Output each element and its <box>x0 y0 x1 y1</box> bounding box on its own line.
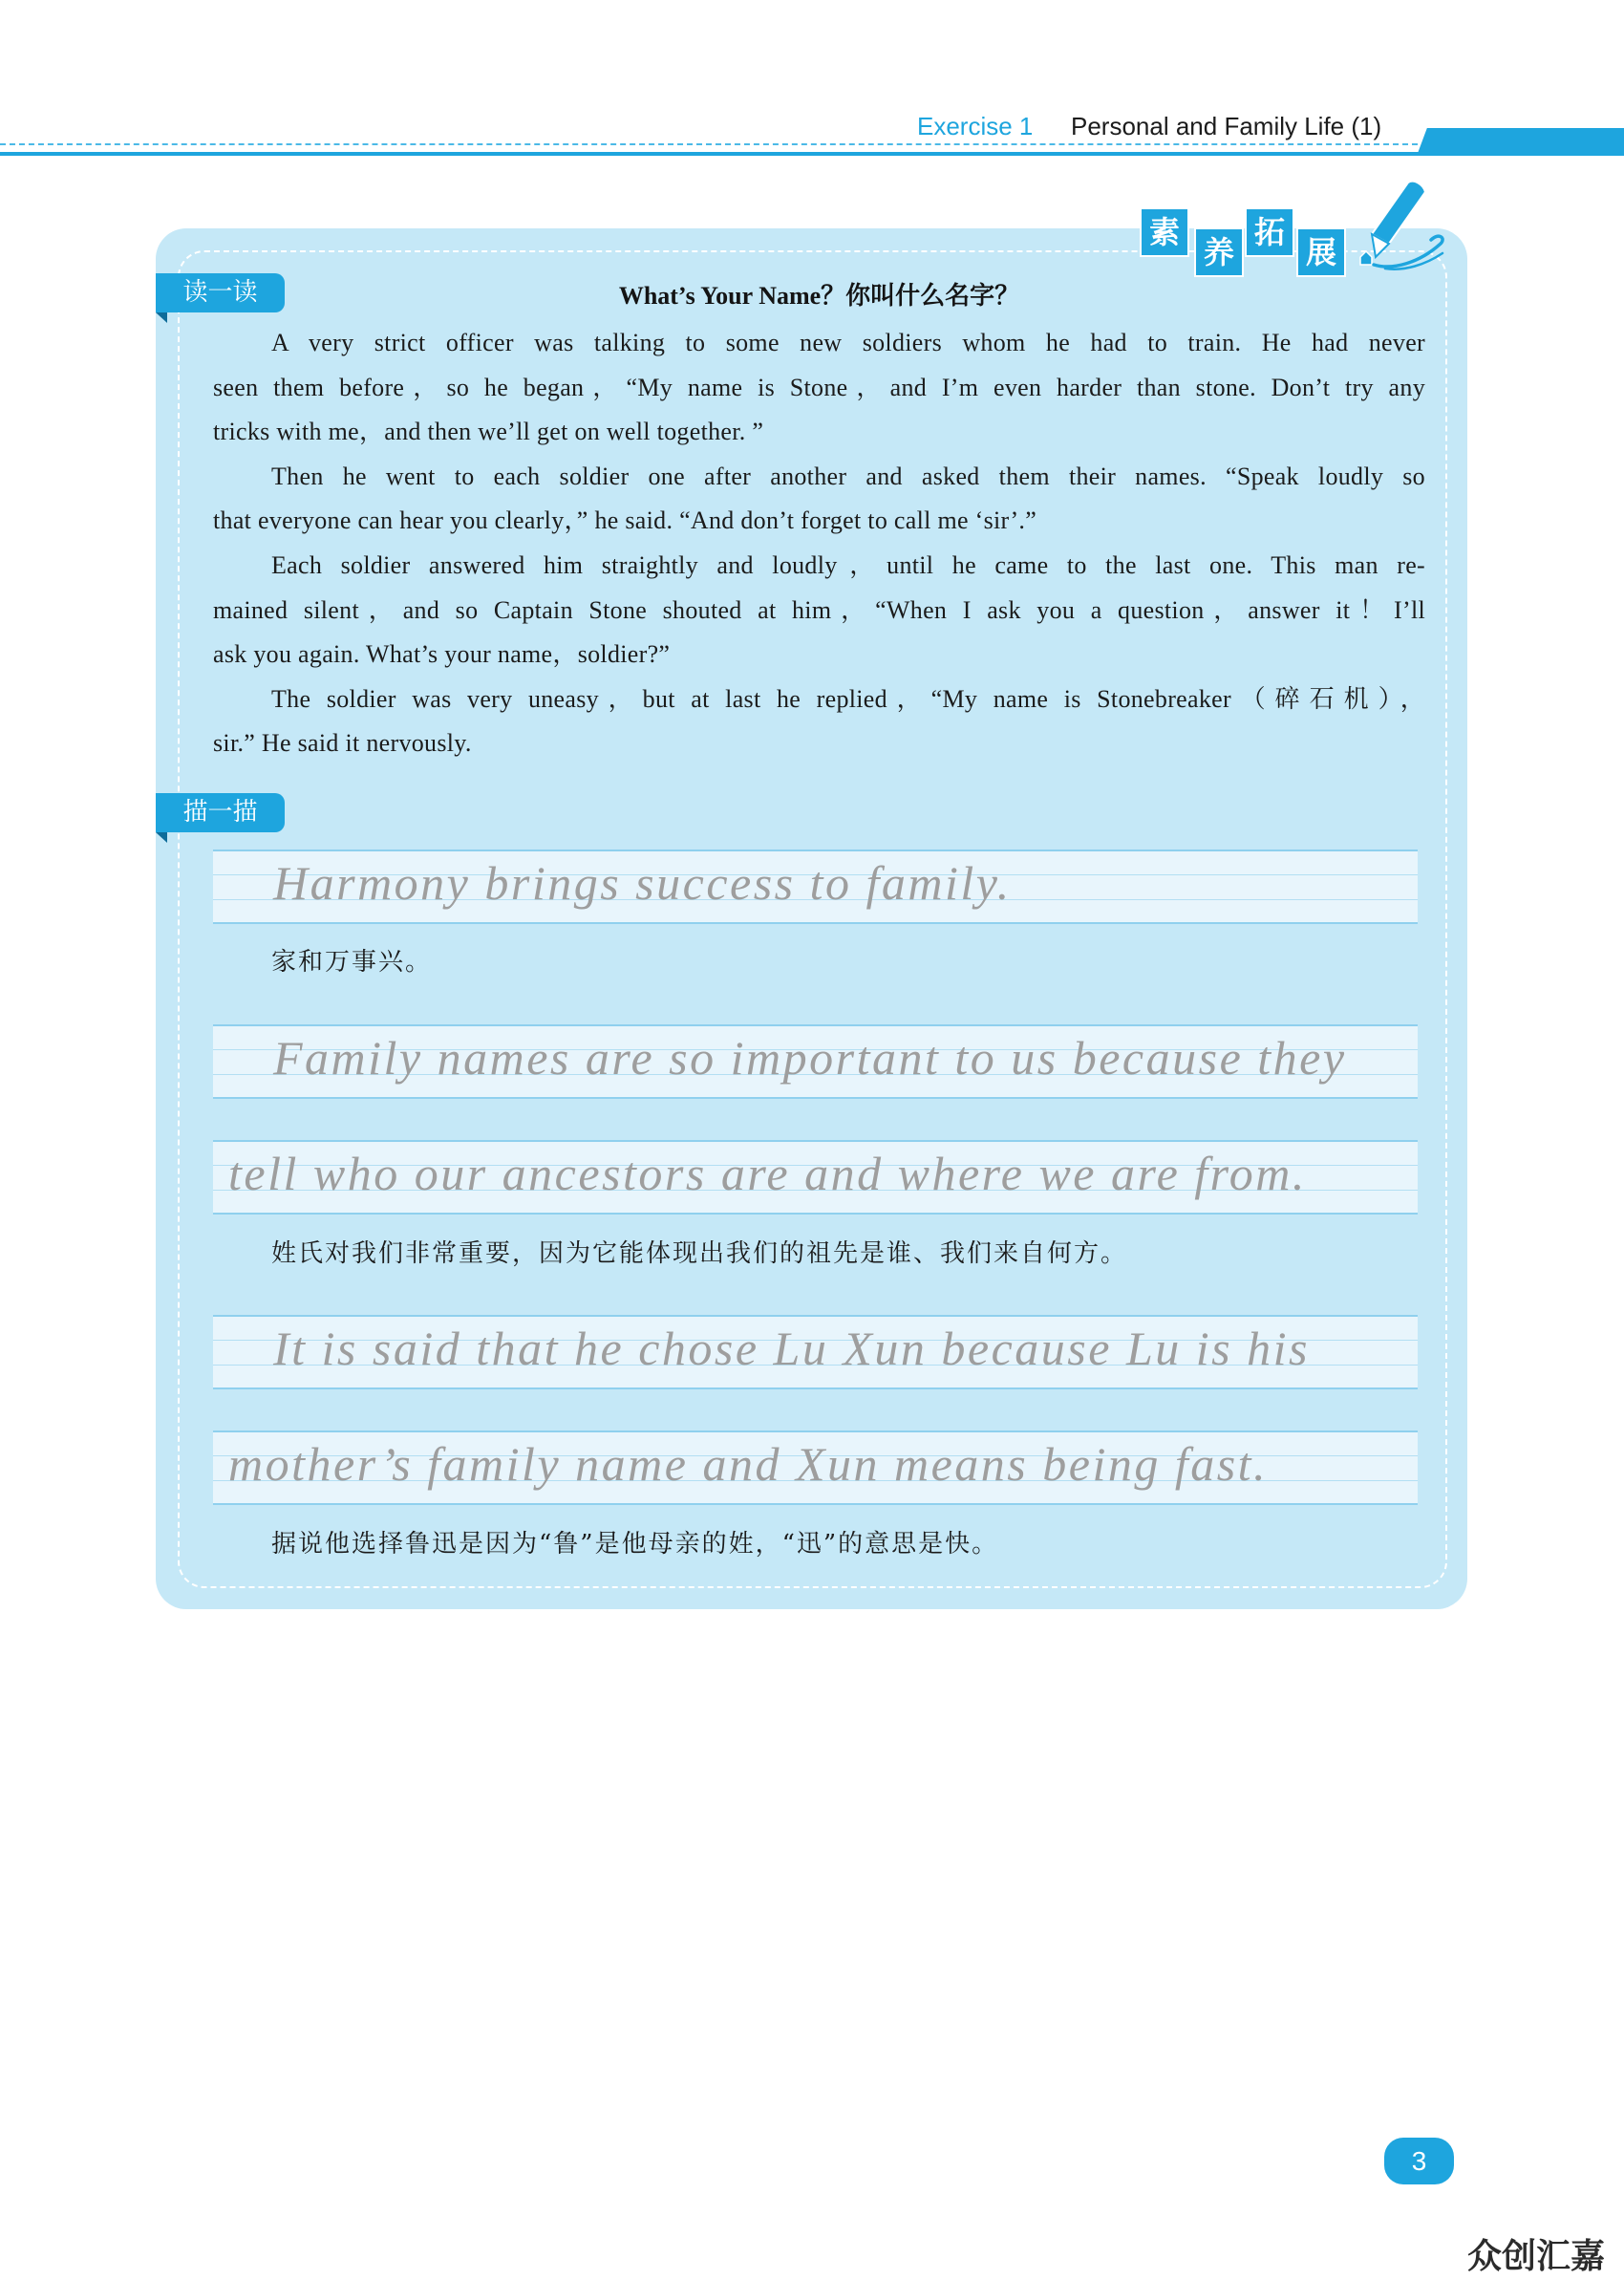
passage-line: Each soldier answered him straightly and loudly，until he came to the last one. This man re- <box>271 550 1425 579</box>
passage <box>213 321 1425 766</box>
passage-line: sir.” He said it nervously. <box>213 729 472 758</box>
passage-line: mained silent，and so Captain Stone shouted at him，“When I ask you a question，answer it！I’ll <box>213 595 1425 624</box>
tracing-grid <box>213 1140 1418 1215</box>
tracing-sentence: Harmony brings success to family. <box>273 856 1012 910</box>
watermark: 众创汇嘉 <box>1467 2237 1606 2276</box>
tracing-sentence: mother’s family name and Xun means being fast. <box>228 1437 1269 1491</box>
passage-line: Then he went to each soldier one after another and asked them their names. “Speak loudly so <box>271 462 1425 490</box>
passage-title: What’s Your Name？你叫什么名字？ <box>618 282 1020 310</box>
exercise-label: Exercise 1 <box>917 112 1034 140</box>
passage-line: tricks with me，and then we’ll get on well together. ” <box>213 418 764 446</box>
passage-line: ask you again. What’s your name，soldier?” <box>213 640 671 669</box>
badge-char-3: 拓 <box>1245 207 1294 257</box>
tracing-grid <box>213 1024 1418 1099</box>
tab-trace: 描一描 <box>156 793 285 832</box>
badge-char-4: 展 <box>1296 227 1346 277</box>
passage-line: A very strict officer was talking to some new soldiers whom he had to train. He had never <box>271 329 1425 356</box>
badge-char-2: 养 <box>1194 227 1244 277</box>
translation: 姓氏对我们非常重要，因为它能体现出我们的祖先是谁、我们来自何方。 <box>271 1239 1128 1268</box>
tab-read: 读一读 <box>156 273 285 312</box>
unit-title: Personal and Family Life (1) <box>1071 112 1382 140</box>
tracing-sentence: It is said that he chose Lu Xun because Lu is his <box>273 1322 1310 1375</box>
tracing-sentence: tell who our ancestors are and where we are from. <box>228 1147 1307 1200</box>
badge-char-1: 素 <box>1140 207 1189 257</box>
tracing-grid <box>213 1315 1418 1389</box>
page-number: 3 <box>1384 2138 1454 2184</box>
translation: 据说他选择鲁迅是因为“鲁”是他母亲的姓，“迅”的意思是快。 <box>271 1530 999 1559</box>
passage-line: that everyone can hear you clearly，” he said. “And don’t forget to call me ‘sir’.” <box>213 506 1037 535</box>
tracing-sentence: Family names are so important to us because they <box>273 1031 1347 1085</box>
tracing-grid <box>213 1430 1418 1505</box>
header-accent-tab <box>1417 128 1624 156</box>
passage-line: The soldier was very uneasy，but at last he replied，“My name is Stonebreaker（碎石机）， <box>271 684 1425 713</box>
passage-line: seen them before，so he began，“My name is Stone，and I’m even harder than stone. Don’t try any <box>213 373 1425 401</box>
header-rule <box>0 152 1624 156</box>
translation: 家和万事兴。 <box>271 948 433 977</box>
tracing-grid <box>213 850 1418 924</box>
header-dashed-rule <box>0 143 1418 145</box>
pen-icon <box>1347 177 1452 272</box>
